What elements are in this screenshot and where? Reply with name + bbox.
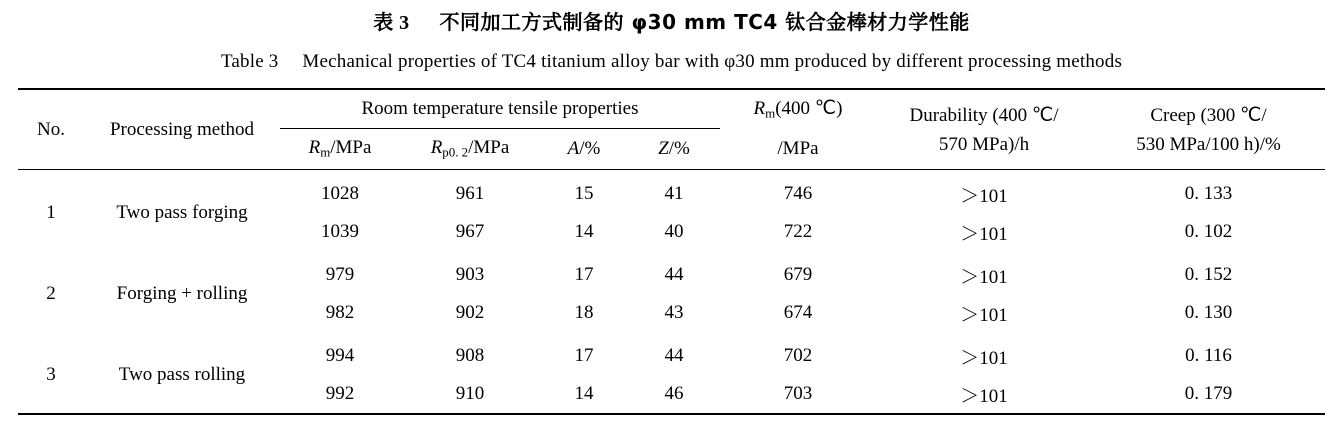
cell-z: 43 [664,302,684,323]
header-rm-400c-condition: (400 ℃) [775,97,843,119]
cell-durability: ＞101 [960,347,1008,369]
header-creep-line2: 530 MPa/100 h)/% [1136,133,1281,155]
header-processing-method: Processing method [84,89,280,170]
row-method: Forging + rolling [116,283,248,304]
table-title-chinese: 不同加工方式制备的 φ30 mm TC4 钛合金棒材力学性能 [439,10,970,34]
cell-z: 44 [664,264,684,285]
cell-rm: 992 [325,383,355,404]
header-elongation-symbol: A [567,138,580,159]
header-elongation-unit: /% [579,138,601,159]
cell-rp02: 903 [455,264,485,285]
cell-rm: 982 [325,302,355,323]
header-no: No. [18,89,84,170]
cell-rm400: 702 [783,345,813,366]
header-rp02-subscript: p0. 2 [442,144,469,160]
cell-a: 14 [574,383,594,404]
cell-rp02: 908 [455,345,485,366]
header-rm-symbol: R [308,137,321,159]
cell-z: 40 [664,221,684,242]
header-durability [876,89,1092,170]
table-title-english: Mechanical properties of TC4 titanium alloy bar with φ30 mm produced by different processing methods [302,51,1123,72]
table-number-english: Table 3 [220,51,279,72]
row-no: 2 [46,283,56,304]
cell-rp02: 902 [455,302,485,323]
table-number-chinese: 表 3 [373,12,410,34]
header-rp02-symbol: R [430,137,443,159]
cell-rm400: 703 [783,383,813,404]
cell-a: 17 [574,345,594,366]
header-rm-400c-subscript: m [765,105,776,121]
header-rm-mpa [280,129,400,170]
cell-a: 14 [574,221,594,242]
header-creep-line1: Creep (300 ℃/ [1150,104,1267,126]
header-reduction-symbol: Z [658,138,669,159]
table-row [18,332,1325,375]
cell-durability: ＞101 [960,223,1008,245]
cell-z: 44 [664,345,684,366]
header-rp02-mpa [400,129,540,170]
table-bottom-rule [18,414,1325,415]
header-elongation [540,129,628,170]
header-reduction-unit: /% [668,138,690,159]
row-method: Two pass rolling [118,364,246,385]
cell-creep: 0. 179 [1184,383,1233,404]
cell-z: 46 [664,383,684,404]
cell-creep: 0. 102 [1184,221,1233,242]
mechanical-properties-table [18,88,1325,415]
row-method: Two pass forging [84,170,280,252]
header-reduction-area [628,129,720,170]
cell-rm: 979 [325,264,355,285]
header-rm-400c-symbol: R [753,97,766,119]
cell-a: 17 [574,264,594,285]
cell-creep: 0. 133 [1092,170,1325,214]
cell-rp02: 961 [400,170,540,214]
header-durability-line2: 570 MPa)/h [938,133,1030,155]
cell-rm400: 674 [783,302,813,323]
header-rm-400c-unit: /MPa [777,137,819,159]
cell-rp02: 967 [455,221,485,242]
row-no: 3 [46,364,56,385]
header-room-temp-group: Room temperature tensile properties [280,89,720,129]
header-rp02-unit: /MPa [468,137,510,159]
table-row [18,170,1325,214]
cell-rm: 994 [325,345,355,366]
header-creep [1092,89,1325,170]
header-durability-line1: Durability (400 ℃/ [909,104,1059,126]
row-no: 1 [18,170,84,252]
cell-rm400: 722 [783,221,813,242]
cell-rm400: 679 [783,264,813,285]
cell-rp02: 910 [455,383,485,404]
cell-creep: 0. 130 [1184,302,1233,323]
table-caption-english [18,49,1325,75]
cell-durability: ＞101 [876,170,1092,214]
cell-creep: 0. 152 [1184,264,1233,285]
header-rm-subscript: m [320,144,331,160]
table-row [18,251,1325,294]
cell-durability: ＞101 [960,266,1008,288]
header-rm-400c [720,89,876,129]
cell-z: 41 [628,170,720,214]
cell-a: 18 [574,302,594,323]
cell-durability: ＞101 [960,304,1008,326]
cell-rm400: 746 [720,170,876,214]
cell-a: 15 [540,170,628,214]
cell-rm: 1028 [280,170,400,214]
cell-durability: ＞101 [960,385,1008,407]
cell-rm: 1039 [321,221,359,242]
table-caption-chinese [18,8,1325,37]
header-rm-unit: /MPa [330,137,372,159]
header-row-top [18,89,1325,129]
cell-creep: 0. 116 [1185,345,1232,366]
table-figure-page [0,8,1343,444]
